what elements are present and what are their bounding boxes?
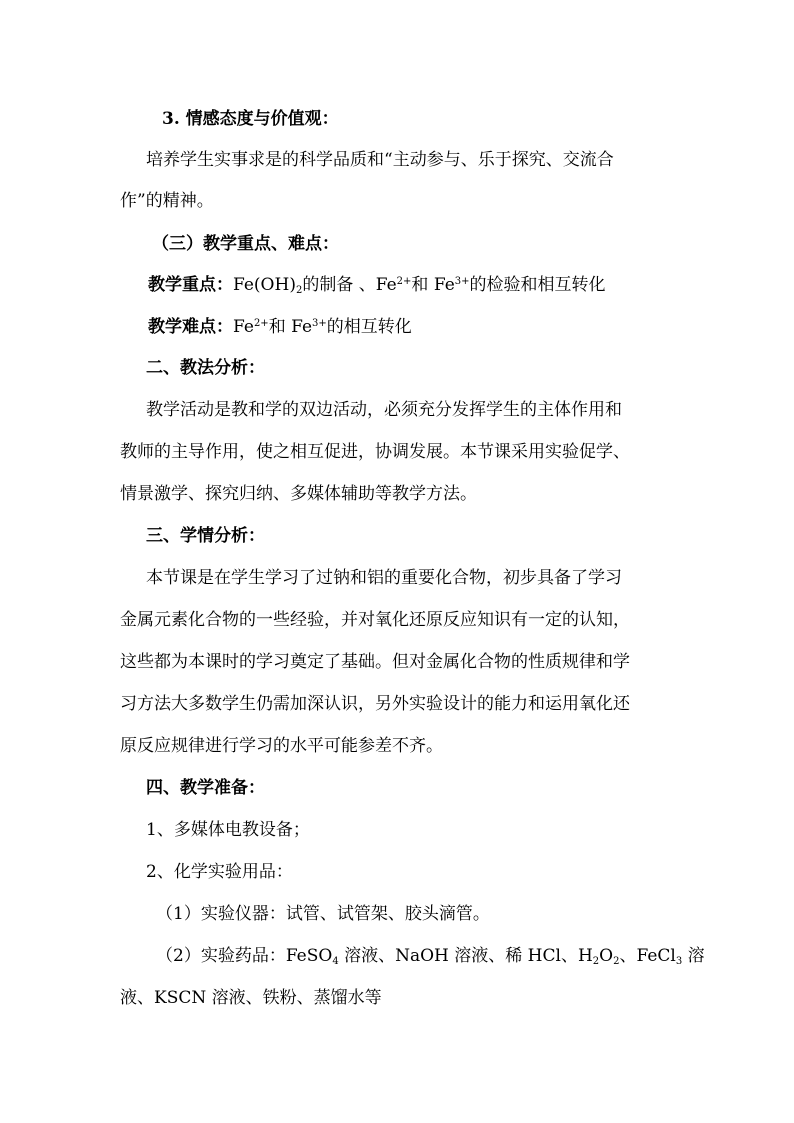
student-body-line-2: 金属元素化合物的一些经验，并对氧化还原反应知识有一定的认知， xyxy=(120,610,630,630)
key-point-sub-1: 2 xyxy=(295,285,303,296)
student-body-line-3: 这些都为本课时的学习奠定了基础。但对金属化合物的性质规律和学 xyxy=(120,652,630,672)
prep-sub-2-sub-2: 2 xyxy=(592,956,600,967)
prep-sub-2-text-2: 溶液、NaOH 溶液、稀 HCl、H xyxy=(338,946,593,966)
prep-sub-2-text-3: O xyxy=(599,946,614,966)
prep-sub-2-sub-3: 2 xyxy=(613,956,620,967)
key-point-text-3: 和 Fe xyxy=(411,275,455,295)
student-body-line-5: 原反应规律进行学习的水平可能参差不齐。 xyxy=(120,736,443,756)
key-point-sup-1: 2+ xyxy=(396,276,412,287)
method-body-line-2: 教师的主导作用，使之相互促进，协调发展。本节课采用实验促学、 xyxy=(120,442,630,462)
difficult-point-label: 教学难点： xyxy=(148,317,233,337)
prep-item-1: 1、多媒体电教设备； xyxy=(146,820,310,840)
prep-sub-2-text-5: 溶 xyxy=(682,946,705,966)
method-body-line-1: 教学活动是教和学的双边活动，必须充分发挥学生的主体作用和 xyxy=(146,400,622,420)
attitude-body-line-1: 培养学生实事求是的科学品质和“主动参与、乐于探究、交流合 xyxy=(146,150,614,170)
method-body-line-3: 情景激学、探究归纳、多媒体辅助等教学方法。 xyxy=(120,484,477,504)
difficult-point-text-1: Fe xyxy=(233,317,254,337)
prep-sub-item-1: （1）实验仪器：试管、试管架、胶头滴管。 xyxy=(156,904,490,924)
key-point-line xyxy=(148,273,708,297)
prep-sub-2-text-4: 、FeCl xyxy=(619,946,676,966)
difficult-point-line xyxy=(148,315,708,339)
method-heading: 二、教法分析： xyxy=(146,358,265,378)
student-body-line-1: 本节课是在学生学习了过钠和铝的重要化合物，初步具备了学习 xyxy=(146,568,622,588)
difficult-point-text-2: 和 Fe xyxy=(268,317,313,337)
prep-sub-2-sub-4: 3 xyxy=(675,956,683,967)
key-points-heading: （三）教学重点、难点： xyxy=(152,234,339,254)
key-point-text-1: Fe(OH) xyxy=(233,275,296,295)
prep-sub-item-2 xyxy=(156,944,716,968)
prep-sub-item-2-continued: 液、KSCN 溶液、铁粉、蒸馏水等 xyxy=(120,988,382,1008)
key-point-label: 教学重点： xyxy=(148,275,233,295)
key-point-text-4: 的检验和相互转化 xyxy=(469,275,606,295)
prep-sub-2-text-1: （2）实验药品：FeSO xyxy=(156,946,333,966)
difficult-point-text-3: 的相互转化 xyxy=(326,317,412,337)
difficult-point-sup-2: 3+ xyxy=(312,318,327,329)
prep-item-2: 2、化学实验用品： xyxy=(146,862,293,882)
key-point-text-2: 的制备 、Fe xyxy=(302,275,397,295)
prep-heading: 四、教学准备： xyxy=(146,778,265,798)
prep-sub-2-sub-1: 4 xyxy=(332,956,339,967)
difficult-point-sup-1: 2+ xyxy=(253,318,269,329)
attitude-heading: 3. 情感态度与价值观： xyxy=(162,109,339,129)
key-point-sup-2: 3+ xyxy=(454,276,470,287)
student-heading: 三、学情分析： xyxy=(146,526,265,546)
student-body-line-4: 习方法大多数学生仍需加深认识，另外实验设计的能力和运用氧化还 xyxy=(120,694,630,714)
attitude-body-line-2: 作”的精神。 xyxy=(120,191,214,211)
